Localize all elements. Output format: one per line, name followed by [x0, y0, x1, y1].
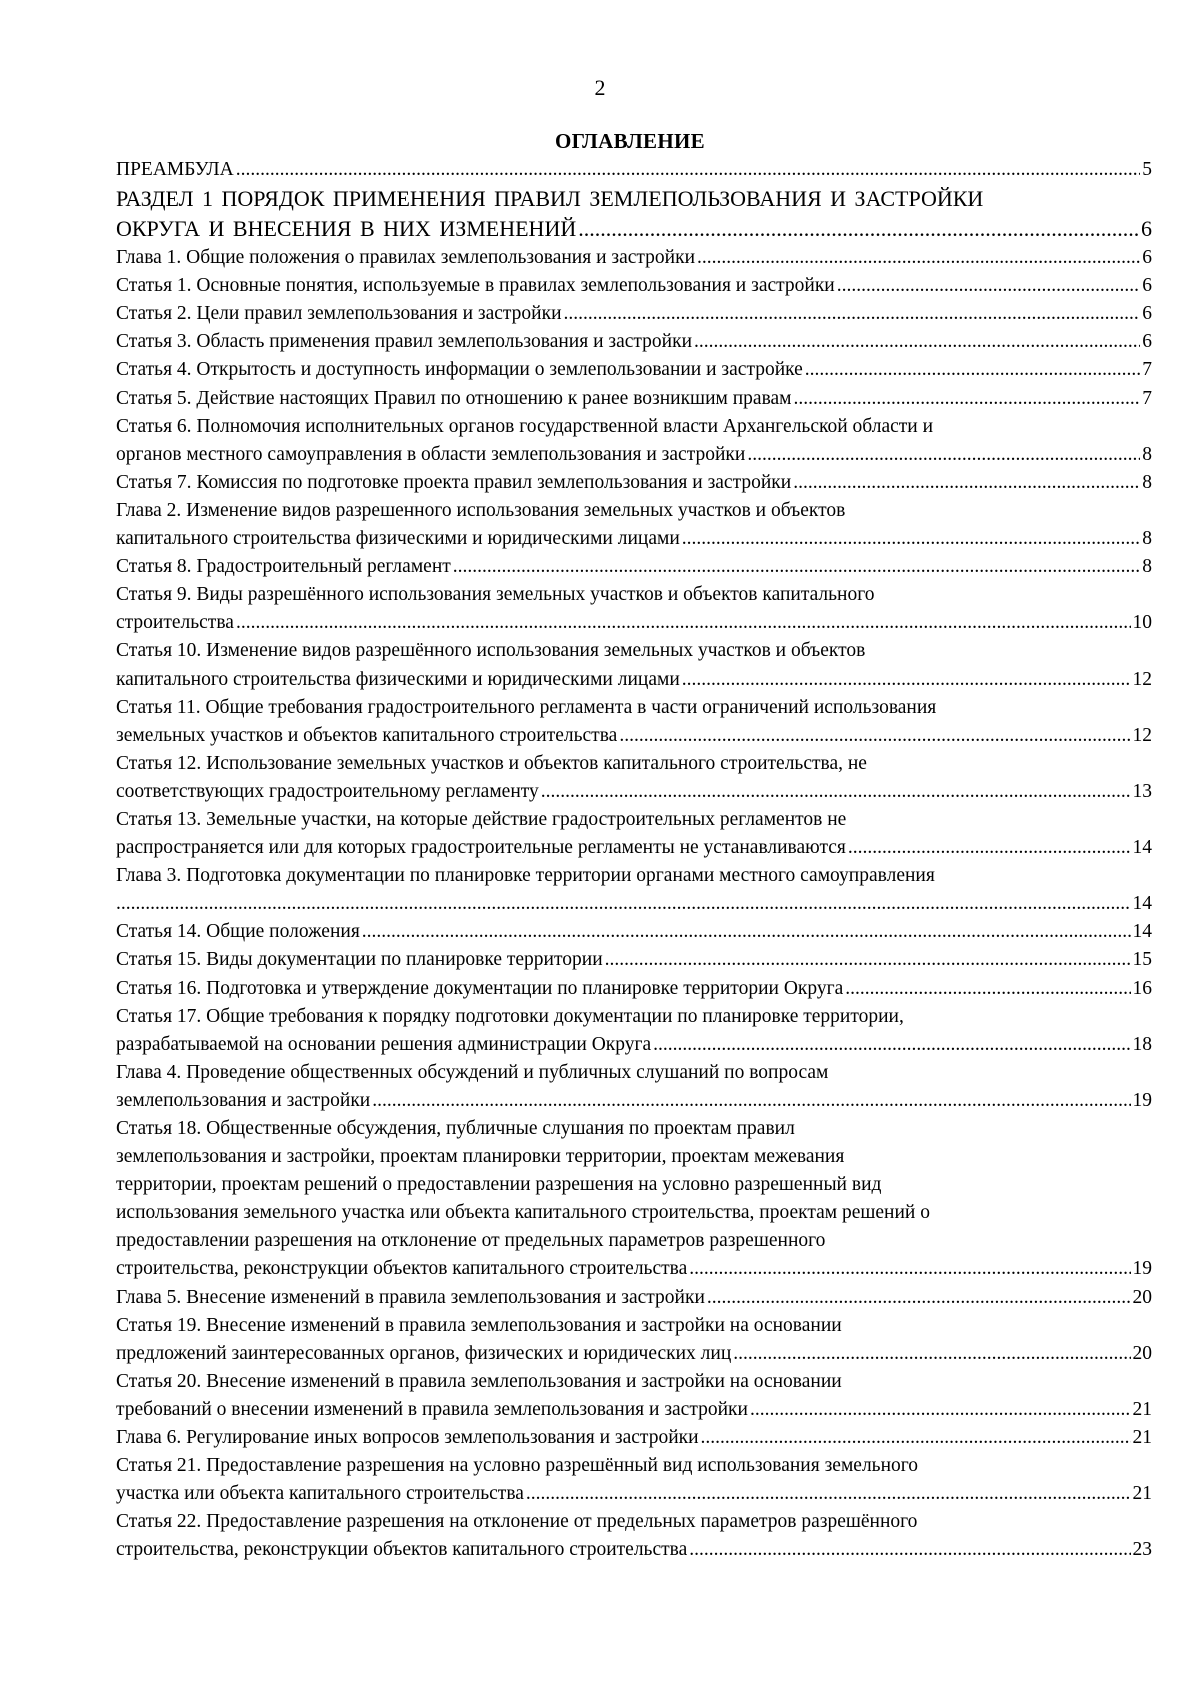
toc-entry-final-line: [116, 272, 1152, 300]
toc-entry-final-line: [116, 244, 1152, 272]
toc-entry-text: Статья 4. Открытость и доступность информации о землепользовании и застройке: [116, 359, 803, 381]
toc-entry-line: Статья 20. Внесение изменений в правила землепользования и застройки на основании: [116, 1370, 842, 1392]
dot-leader: [701, 1424, 1131, 1452]
toc-entry[interactable]: [116, 1115, 1152, 1284]
toc-entry-text: ОКРУГА И ВНЕСЕНИЯ В НИХ ИЗМЕНЕНИЙ: [116, 216, 577, 242]
dot-leader: [793, 469, 1140, 497]
toc-entry-line: Статья 17. Общие требования к порядку подготовки документации по планировке территории,: [116, 1005, 904, 1027]
toc-entry-final-line: [116, 300, 1152, 328]
toc-entry[interactable]: [116, 1424, 1152, 1452]
toc-page-number: 21: [1132, 1483, 1152, 1505]
toc-entry[interactable]: [116, 1312, 1152, 1368]
toc-entry[interactable]: [116, 553, 1152, 581]
toc-entry-line: землепользования и застройки, проектам планировки территории, проектам межевания: [116, 1146, 845, 1168]
toc-entry-line: Статья 11. Общие требования градостроительного регламента в части ограничений использования: [116, 696, 937, 718]
toc-entry-text: ПРЕАМБУЛА: [116, 159, 234, 180]
toc-entry-final-line: [116, 356, 1152, 384]
toc-entry[interactable]: [116, 975, 1152, 1003]
toc-entry[interactable]: [116, 184, 1152, 244]
dot-leader: [750, 1396, 1131, 1424]
toc-entry-line: предоставлении разрешения на отклонение от предельных параметров разрешенного: [116, 1230, 826, 1252]
toc-entry-final-line: [116, 778, 1152, 806]
dot-leader: [694, 328, 1140, 356]
toc-entry[interactable]: [116, 156, 1152, 184]
toc-entry-text: Статья 3. Область применения правил землепользования и застройки: [116, 331, 693, 353]
dot-leader: [453, 553, 1140, 581]
toc-page-number: 6: [1142, 303, 1152, 325]
toc-entry-text: Статья 14. Общие положения: [116, 921, 360, 943]
dot-leader: [848, 834, 1131, 862]
toc-page-number: 23: [1132, 1539, 1152, 1561]
toc-entry[interactable]: [116, 1452, 1152, 1508]
dot-leader: [805, 356, 1140, 384]
toc-entry-final-line: [116, 834, 1152, 862]
toc-page-number: 15: [1132, 949, 1152, 971]
toc-entry-final-line: [116, 385, 1152, 413]
toc-page-number: 19: [1132, 1258, 1152, 1280]
toc-entry-final-line: [116, 1536, 1152, 1564]
dot-leader: [619, 722, 1130, 750]
toc-entry-text: участка или объекта капитального строительства: [116, 1483, 524, 1505]
toc-entry-final-line: [116, 1284, 1152, 1312]
dot-leader: [541, 778, 1131, 806]
toc-entry-line: Статья 22. Предоставление разрешения на отклонение от предельных параметров разрешённого: [116, 1511, 918, 1533]
toc-entry-text: Статья 8. Градостроительный регламент: [116, 556, 451, 578]
toc-page-number: 7: [1142, 387, 1152, 409]
toc-entry[interactable]: [116, 1003, 1152, 1059]
toc-entry[interactable]: [116, 328, 1152, 356]
toc-entry-final-line: [116, 1031, 1152, 1059]
toc-entry-text: Статья 15. Виды документации по планировке территории: [116, 949, 603, 971]
toc-entry-line: Статья 12. Использование земельных участков и объектов капитального строительства, не: [116, 752, 867, 774]
toc-page-number: 6: [1142, 247, 1152, 269]
toc-entry-line: территории, проектам решений о предоставлении разрешения на условно разрешенный вид: [116, 1174, 882, 1196]
toc-page-number: 16: [1132, 977, 1152, 999]
toc-entry-text: Статья 5. Действие настоящих Правил по отношению к ранее возникшим правам: [116, 387, 792, 409]
toc-entry-final-line: [116, 1255, 1152, 1283]
toc-entry[interactable]: [116, 806, 1152, 862]
toc-entry-final-line: [116, 1340, 1152, 1368]
toc-entry-text: распространяется или для которых градостроительные регламенты не устанавливаются: [116, 837, 846, 859]
toc-entry-line: Статья 21. Предоставление разрешения на условно разрешённый вид использования земельного: [116, 1455, 919, 1477]
toc-entry-text: строительства, реконструкции объектов капитального строительства: [116, 1258, 688, 1280]
toc-entry-line: Статья 13. Земельные участки, на которые действие градостроительных регламентов не: [116, 808, 847, 830]
toc-entry[interactable]: [116, 946, 1152, 974]
toc-entry-final-line: [116, 214, 1152, 244]
toc-entry-final-line: [116, 525, 1152, 553]
toc-entry[interactable]: [116, 1508, 1152, 1564]
toc-page-number: 8: [1142, 528, 1152, 550]
dot-leader: [236, 609, 1131, 637]
toc-entry-final-line: [116, 441, 1152, 469]
toc-entry[interactable]: [116, 356, 1152, 384]
toc-entry[interactable]: [116, 244, 1152, 272]
toc-entry-final-line: [116, 1424, 1152, 1452]
toc-entry-text: Глава 6. Регулирование иных вопросов землепользования и застройки: [116, 1427, 699, 1449]
toc-entry-final-line: [116, 609, 1152, 637]
toc-page-number: 14: [1132, 921, 1152, 943]
toc-entry-text: Глава 1. Общие положения о правилах землепользования и застройки: [116, 247, 696, 269]
toc-entry-final-line: [116, 328, 1152, 356]
toc-entry-final-line: [116, 1087, 1152, 1115]
toc-entry-text: Статья 1. Основные понятия, используемые в правилах землепользования и застройки: [116, 275, 835, 297]
dot-leader: [653, 1031, 1130, 1059]
toc-page-number: 12: [1132, 724, 1152, 746]
toc-entry[interactable]: [116, 300, 1152, 328]
toc-page-number: 12: [1132, 668, 1152, 690]
toc-entry-text: Глава 5. Внесение изменений в правила землепользования и застройки: [116, 1286, 705, 1308]
dot-leader: [526, 1480, 1131, 1508]
toc-entry-line: использования земельного участка или объекта капитального строительства, проектам решений о: [116, 1202, 930, 1224]
toc-entry-text: капитального строительства физическими и юридическими лицами: [116, 528, 680, 550]
toc-entry[interactable]: [116, 385, 1152, 413]
toc-entry-line: Глава 3. Подготовка документации по планировке территории органами местного самоуправления: [116, 865, 935, 887]
toc-entry-final-line: [116, 918, 1152, 946]
toc-page-number: 6: [1142, 275, 1152, 297]
toc-entry-line: Статья 19. Внесение изменений в правила землепользования и застройки на основании: [116, 1314, 842, 1336]
dot-leader: [697, 244, 1140, 272]
toc-entry[interactable]: [116, 469, 1152, 497]
dot-leader: [689, 1255, 1130, 1283]
toc-entry-text: требований о внесении изменений в правила землепользования и застройки: [116, 1398, 748, 1420]
toc-entry-final-line: [116, 975, 1152, 1003]
dot-leader: [236, 156, 1141, 184]
toc-entry-final-line: [116, 156, 1152, 184]
dot-leader: [733, 1340, 1130, 1368]
toc-page-number: 14: [1132, 837, 1152, 859]
toc-page-number: 6: [1142, 331, 1152, 353]
toc-entry-text: строительства: [116, 612, 234, 634]
toc-page-number: 20: [1132, 1342, 1152, 1364]
dot-leader: [837, 272, 1141, 300]
toc-entry[interactable]: [116, 1059, 1152, 1115]
toc-entry-line: Глава 4. Проведение общественных обсуждений и публичных слушаний по вопросам: [116, 1061, 829, 1083]
dot-leader: [794, 385, 1141, 413]
toc-entry[interactable]: [116, 413, 1152, 469]
dot-leader: [605, 946, 1131, 974]
toc-page-number: 21: [1132, 1398, 1152, 1420]
toc-entry[interactable]: [116, 1284, 1152, 1312]
toc-page-number: 8: [1142, 471, 1152, 493]
toc-entry-final-line: [116, 666, 1152, 694]
dot-leader: [372, 1087, 1130, 1115]
toc-page-number: 21: [1132, 1427, 1152, 1449]
toc-entry[interactable]: [116, 637, 1152, 693]
toc-entry[interactable]: [116, 694, 1152, 750]
toc-entry-final-line: [116, 946, 1152, 974]
toc-entry-line: Статья 18. Общественные обсуждения, публичные слушания по проектам правил: [116, 1118, 795, 1139]
toc-title: ОГЛАВЛЕНИЕ: [555, 129, 705, 153]
toc-entry-final-line: [116, 722, 1152, 750]
toc-page-number: 18: [1132, 1033, 1152, 1055]
dot-leader: [564, 300, 1141, 328]
toc-page-number: 19: [1132, 1089, 1152, 1111]
toc-entry-final-line: [116, 553, 1152, 581]
toc-page-number: 20: [1132, 1286, 1152, 1308]
toc-page-number: 8: [1142, 443, 1152, 465]
toc-entry-final-line: [116, 890, 1152, 918]
toc-page-number: 7: [1142, 359, 1152, 381]
toc-entry-final-line: [116, 469, 1152, 497]
table-of-contents: [116, 156, 1152, 1565]
toc-entry-line: РАЗДЕЛ 1 ПОРЯДОК ПРИМЕНЕНИЯ ПРАВИЛ ЗЕМЛЕПОЛЬЗОВАНИЯ И ЗАСТРОЙКИ: [116, 186, 984, 212]
dot-leader: [845, 975, 1130, 1003]
toc-entry[interactable]: [116, 497, 1152, 553]
toc-page-number: 8: [1142, 556, 1152, 578]
toc-entry-text: Статья 7. Комиссия по подготовке проекта правил землепользования и застройки: [116, 471, 792, 493]
toc-entry-line: Статья 10. Изменение видов разрешённого использования земельных участков и объектов: [116, 640, 866, 662]
toc-page-number: 6: [1141, 216, 1152, 242]
dot-leader: [747, 441, 1140, 469]
toc-entry-text: Статья 2. Цели правил землепользования и застройки: [116, 303, 562, 325]
dot-leader: [682, 525, 1140, 553]
toc-entry-text: органов местного самоуправления в области землепользования и застройки: [116, 443, 746, 465]
toc-page-number: 13: [1132, 780, 1152, 802]
toc-entry[interactable]: [116, 1368, 1152, 1424]
toc-page-number: 5: [1142, 159, 1152, 180]
toc-entry-text: капитального строительства физическими и юридическими лицами: [116, 668, 680, 690]
toc-entry-line: Статья 6. Полномочия исполнительных органов государственной власти Архангельской области и: [116, 415, 934, 437]
toc-entry[interactable]: [116, 918, 1152, 946]
toc-entry[interactable]: [116, 581, 1152, 637]
toc-entry-line: Глава 2. Изменение видов разрешенного использования земельных участков и объектов: [116, 499, 846, 521]
toc-entry-line: Статья 9. Виды разрешённого использования земельных участков и объектов капитального: [116, 584, 875, 606]
toc-entry-text: строительства, реконструкции объектов капитального строительства: [116, 1539, 688, 1561]
page-number: 2: [594, 75, 606, 100]
toc-entry[interactable]: [116, 750, 1152, 806]
toc-entry-text: земельных участков и объектов капитального строительства: [116, 724, 618, 746]
toc-page-number: 10: [1132, 612, 1152, 634]
dot-leader: [578, 214, 1139, 244]
toc-entry-text: предложений заинтересованных органов, физических и юридических лиц: [116, 1342, 732, 1364]
toc-entry-final-line: [116, 1480, 1152, 1508]
dot-leader: [707, 1284, 1131, 1312]
toc-entry-text: соответствующих градостроительному регламенту: [116, 780, 539, 802]
dot-leader: [116, 890, 1131, 918]
toc-entry-text: землепользования и застройки: [116, 1089, 371, 1111]
toc-entry[interactable]: [116, 862, 1152, 918]
toc-entry-final-line: [116, 1396, 1152, 1424]
toc-entry[interactable]: [116, 272, 1152, 300]
dot-leader: [682, 666, 1131, 694]
dot-leader: [689, 1536, 1130, 1564]
dot-leader: [362, 918, 1131, 946]
toc-entry-text: разрабатываемой на основании решения администрации Округа: [116, 1033, 652, 1055]
toc-entry-text: Статья 16. Подготовка и утверждение документации по планировке территории Округа: [116, 977, 844, 999]
toc-page-number: 14: [1132, 893, 1152, 915]
